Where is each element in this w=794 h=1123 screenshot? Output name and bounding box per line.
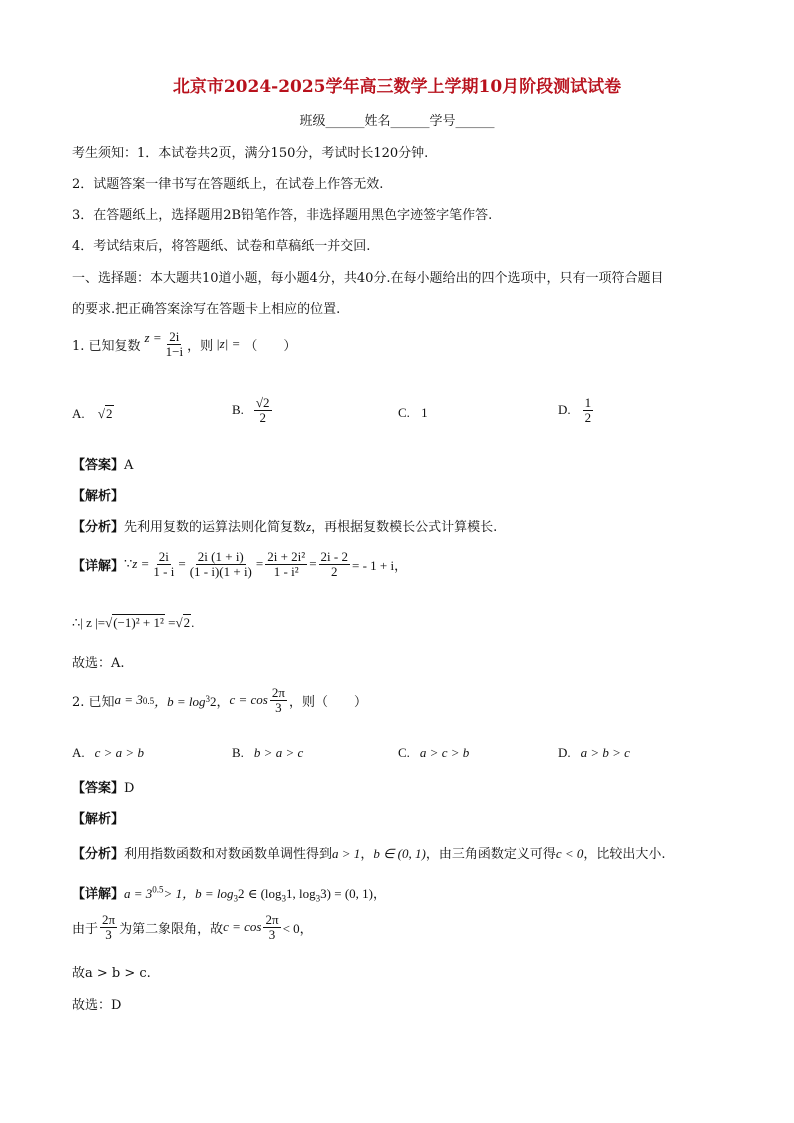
q2-a-exp: 0.5	[142, 696, 155, 706]
q2-analysis-text3: ，比较出大小.	[583, 847, 666, 862]
q2-c-num: 2π	[271, 685, 285, 700]
q2-d1c: 2 ∈ (log	[237, 886, 282, 901]
q1-c-val: 1	[421, 405, 428, 420]
q1-detail-z: z =	[132, 556, 150, 572]
q2-analysis-c: c < 0	[555, 846, 584, 861]
q2-d2d: < 0，	[282, 920, 313, 936]
note-4: 4．考试结束后，将答题纸、试卷和草稿纸一并交回.	[72, 239, 371, 254]
section-heading-line2: 的要求.把正确答案涂写在答题卡上相应的位置.	[72, 302, 341, 317]
q1-sqrt-inner: (−1)² + 1²	[113, 615, 164, 630]
q2-a-val: c > a > b	[94, 745, 144, 760]
q1-option-d	[558, 396, 595, 424]
q2-d2num: 2π	[102, 912, 116, 927]
note-2: 2．试题答案一律书写在答题纸上，在试卷上作答无效.	[72, 177, 384, 192]
q2-d-label: D.	[558, 745, 571, 760]
q2-analysis-text1: 利用指数函数和对数函数单调性得到	[124, 847, 333, 862]
q2-c-expr: c = cos	[229, 692, 268, 708]
q1-num: 2i	[169, 329, 180, 344]
q2-b-tail: 2，	[209, 693, 230, 709]
section-heading-line1: 一、选择题：本大题共10道小题，每小题4分，共40分.在每小题给出的四个选项中，只有一项符合题目	[72, 271, 664, 286]
q1-analysis-text: 先利用复数的运算法则化简复数	[124, 520, 307, 535]
q1-detail-tag: 【详解】	[72, 558, 125, 574]
q1-b-den: 2	[259, 409, 266, 425]
q2-detail-tag: 【详解】	[72, 887, 125, 902]
q1-f3-num: 2i + 2i²	[267, 549, 306, 564]
q1-f1-den: 1 - i	[153, 563, 175, 579]
q2-d1b: > 1，b = log	[163, 886, 234, 901]
q1-fraction	[164, 330, 185, 358]
q1-f2-num: 2i (1 + i)	[197, 549, 244, 564]
q1-option-b	[232, 396, 274, 424]
q1-option-a: A. √2	[72, 406, 113, 421]
q1-answer-tag: 【答案】	[72, 458, 125, 473]
q1-therefore-text: ∴| z |=	[72, 615, 106, 630]
q1-abs: |z| =	[216, 336, 241, 352]
q2-analysis-a: a > 1	[332, 846, 361, 861]
note-1: 考生须知：1．本试卷共2页，满分150分，考试时长120分钟.	[72, 146, 429, 161]
q1-suffix: ，则	[187, 338, 214, 354]
q1-b-num: √2	[255, 395, 270, 410]
q2-b-sub: 3	[205, 694, 210, 705]
q2-option-c	[398, 745, 469, 761]
q1-paren: （ ）	[244, 338, 297, 354]
q1-therefore: ∴| z |=√(−1)² + 1² =√2.	[72, 615, 195, 630]
q1-answer	[72, 454, 133, 473]
q2-b-val: b > a > c	[253, 745, 304, 760]
q1-f1-num: 2i	[158, 549, 169, 564]
q1-analysis-tag: 【分析】	[72, 520, 125, 535]
q1-analysis-text2: ，再根据复数模长公式计算模长.	[311, 520, 498, 535]
q2-analysis-b: b ∈ (0, 1)	[373, 846, 426, 861]
q1-dot: .	[191, 615, 195, 630]
q2-option-d	[558, 745, 630, 761]
q2-a-expr: a = 3	[114, 692, 143, 708]
q2-d1sub: 3	[233, 893, 238, 904]
q2-jiexi: 【解析】	[72, 812, 125, 827]
q2-c-label: C.	[398, 745, 410, 760]
q1-f3-den: 1 - i²	[273, 563, 299, 579]
q2-suffix: ，则（ ）	[288, 694, 367, 710]
q1-a-val: 2	[106, 406, 113, 421]
q2-choose: 故选：D	[72, 998, 122, 1013]
q1-sqrt2: 2	[183, 615, 191, 630]
q1-jiexi: 【解析】	[72, 489, 125, 504]
note-3: 3．在答题纸上，选择题用2B铅笔作答，非选择题用黑色字迹签字笔作答.	[72, 208, 493, 223]
q2-detail-line2	[72, 913, 313, 941]
q2-analysis	[72, 843, 666, 862]
q2-answer-value: D	[124, 781, 135, 796]
q1-analysis	[72, 516, 497, 535]
q1-den: 1−i	[165, 343, 184, 359]
q1-f4-num: 2i - 2	[320, 549, 348, 564]
q2-answer-tag: 【答案】	[72, 781, 125, 796]
q1-f2-den: (1 - i)(1 + i)	[189, 563, 252, 579]
q2-d-val: a > b > c	[580, 745, 630, 760]
q2-analysis-sep: ，	[360, 847, 374, 862]
q2-d1d: 1, log	[286, 886, 316, 901]
q1-c-label: C.	[398, 405, 410, 420]
question-1	[72, 330, 296, 358]
q1-analysis-z: z	[306, 519, 312, 534]
q2-d1a: a = 3	[124, 886, 153, 901]
q2-detail-line1	[72, 883, 386, 904]
q1-f4-den: 2	[331, 563, 338, 579]
question-2	[72, 686, 367, 714]
q2-b-label: B.	[232, 745, 244, 760]
q1-d-label: D.	[558, 402, 571, 418]
q1-b-label: B.	[232, 402, 244, 418]
q2-d2c: c = cos	[223, 919, 262, 935]
class-name-line: 班级______姓名______学号______	[299, 114, 495, 129]
q2-d2den2: 3	[268, 926, 276, 942]
q1-answer-value: A	[124, 458, 134, 473]
q2-option-a	[72, 745, 144, 761]
q2-a-label: A.	[72, 745, 85, 760]
q2-detail-line3: 故a > b > c.	[72, 966, 151, 981]
q2-c-den: 3	[275, 699, 282, 715]
page-title: 北京市2024-2025学年高三数学上学期10月阶段测试试卷	[172, 77, 622, 97]
q2-d2a: 由于	[72, 921, 99, 937]
q1-detail-tail: = - 1 + i，	[351, 557, 408, 573]
q2-analysis-tag: 【分析】	[72, 847, 125, 862]
q2-d2num2: 2π	[265, 912, 279, 927]
q1-option-c	[398, 405, 428, 421]
q2-d1e: 3) = (0, 1)，	[320, 886, 386, 901]
q1-prefix: 1. 已知复数	[72, 338, 141, 354]
q1-choose: 故选：A.	[72, 656, 125, 671]
q2-d2den: 3	[105, 926, 112, 942]
q2-prefix: 2. 已知	[72, 694, 115, 710]
q2-d2b: 为第二象限角，故	[119, 921, 224, 937]
q1-detail: 【详解】 ∵ z = $\frac{2i}{1 - i}$ = $\frac{2i (1 + i)}{(1 - i)(1 + i)}$ = $\frac{\text{2i + 2i²}}{\text{1 - i²}}$ = $\frac{2i - 2}{2}$ = - 1 + i，	[72, 549, 408, 579]
q1-a-label: A.	[72, 406, 85, 421]
q1-z-eq: z =	[144, 330, 162, 345]
q1-eq: =	[168, 615, 176, 630]
q2-d1sub3: 3	[315, 893, 321, 904]
q1-d-den: 2	[584, 409, 592, 425]
q2-b-expr: ，b = log	[154, 693, 206, 709]
q1-d-num: 1	[584, 395, 592, 410]
q2-answer	[72, 777, 134, 796]
q2-option-b	[232, 745, 303, 761]
q2-d1sub2: 3	[281, 893, 287, 904]
q2-d1exp: 0.5	[152, 884, 164, 895]
q2-analysis-text2: ，由三角函数定义可得	[425, 847, 556, 862]
q2-c-val: a > c > b	[419, 745, 470, 760]
q1-because: ∵	[124, 556, 133, 572]
